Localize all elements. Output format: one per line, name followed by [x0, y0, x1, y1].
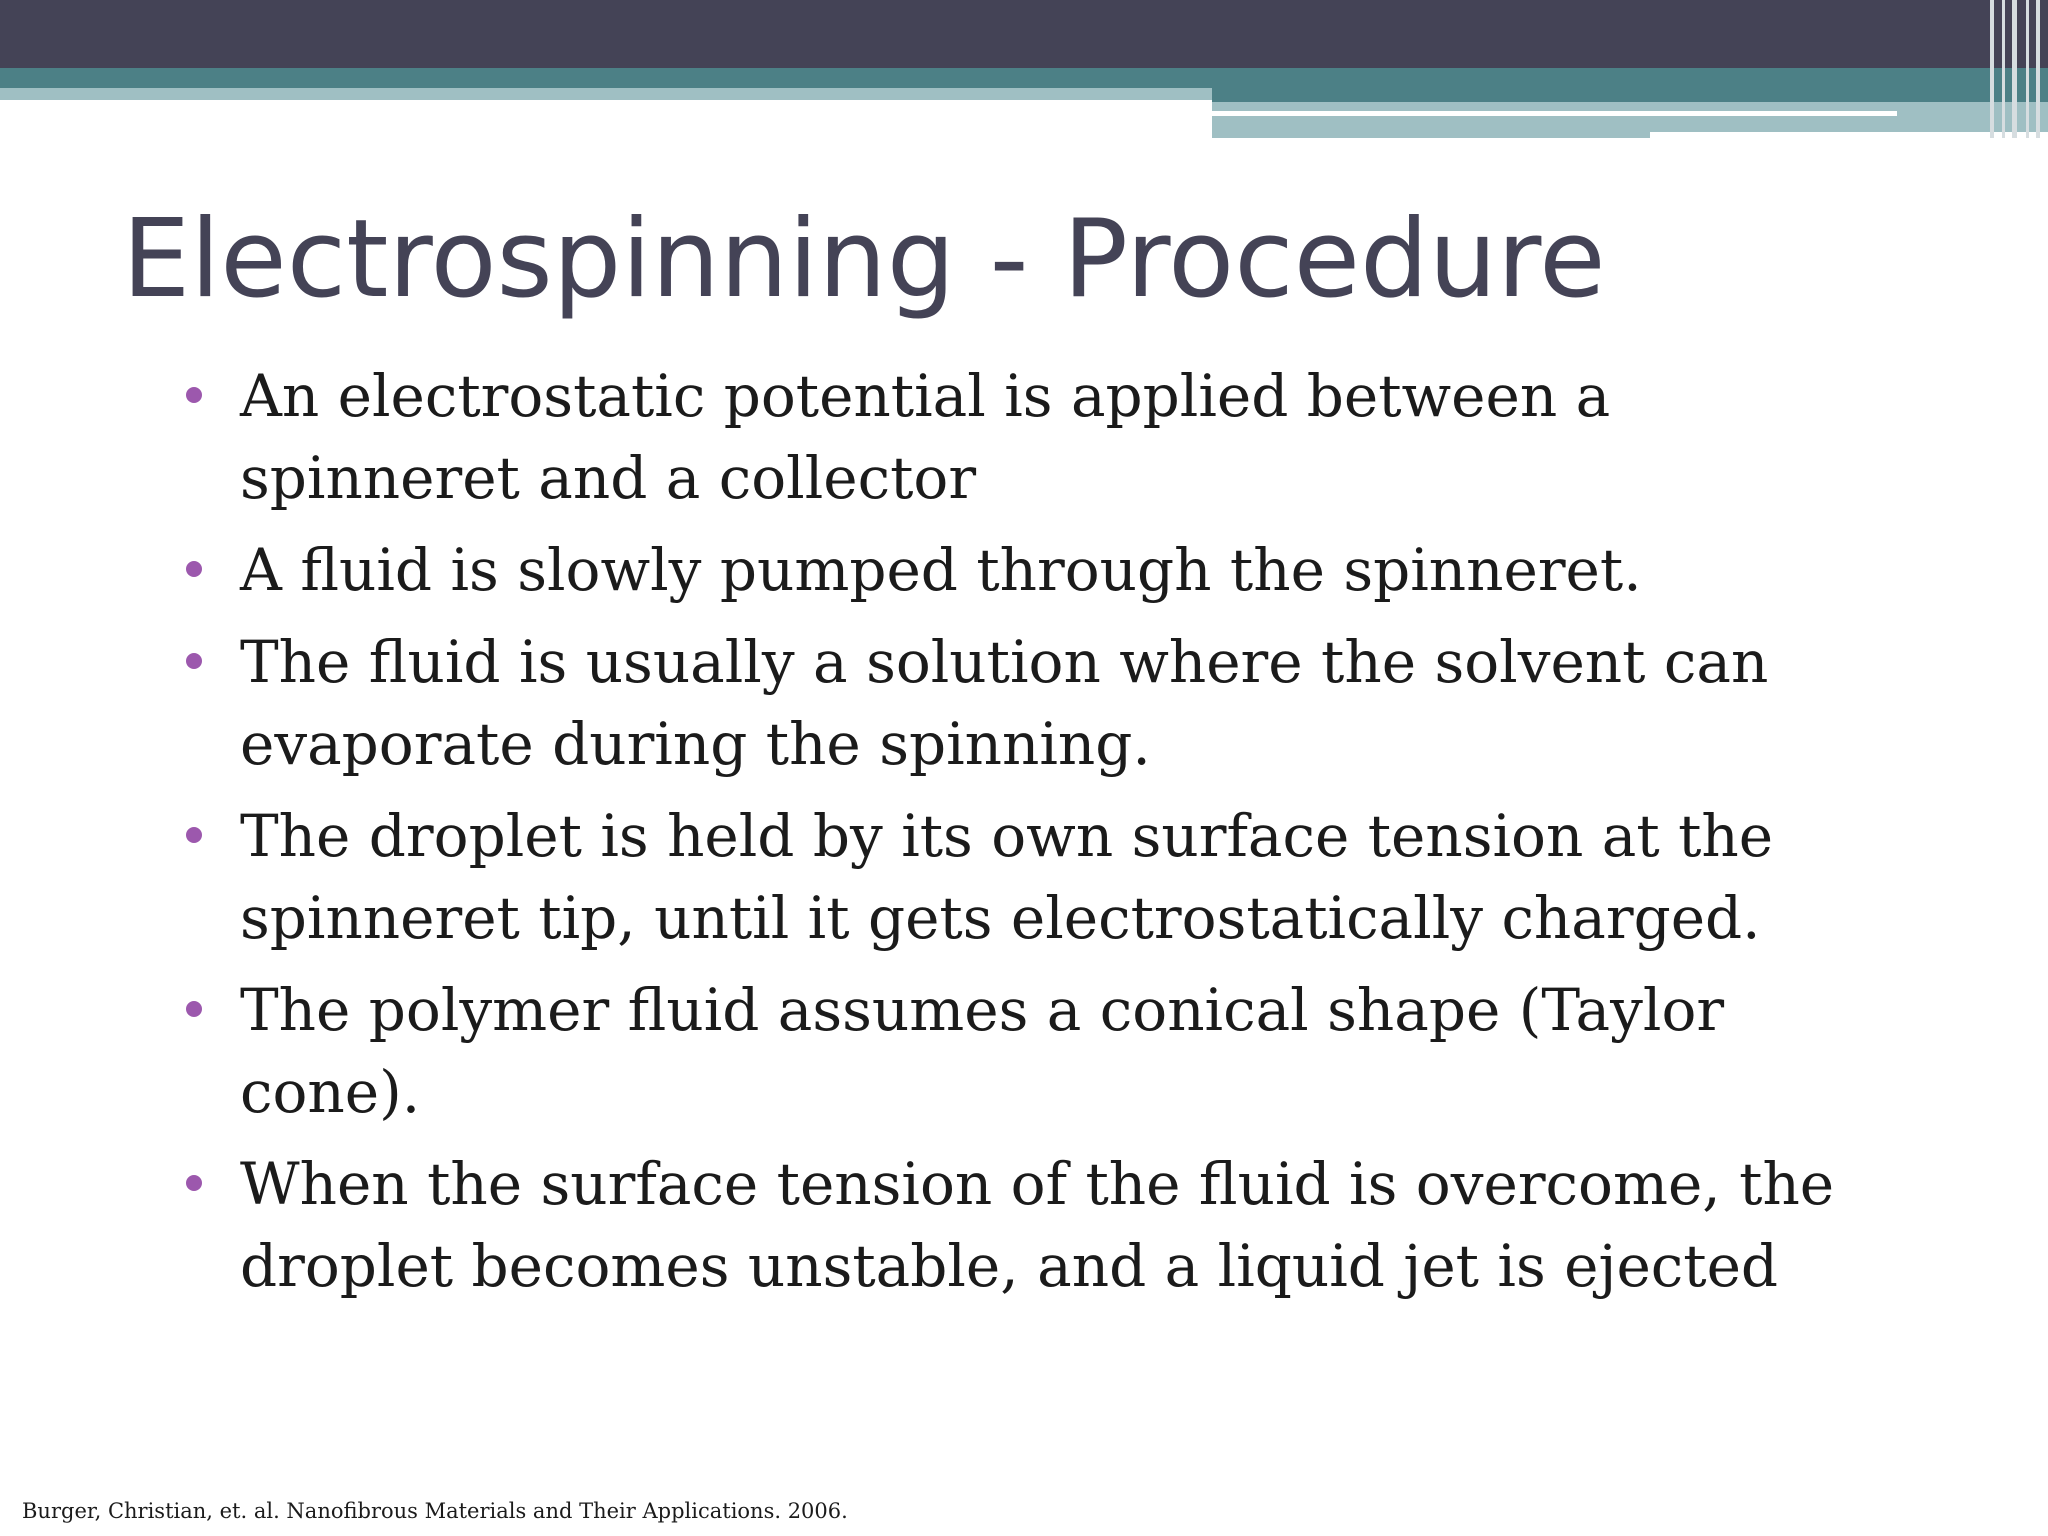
header-band-right-teal — [1212, 88, 2048, 102]
slide-title: Electrospinning - Procedure — [122, 197, 1606, 322]
bullet-dot-icon — [186, 1175, 202, 1191]
bullet-dot-icon — [186, 561, 202, 577]
header-stripe — [2012, 0, 2017, 138]
header-stripe — [1990, 0, 1994, 138]
bullet-item — [180, 355, 1900, 519]
bullet-text: The polymer fluid assumes a conical shape (Taylor cone). — [240, 976, 1725, 1126]
header-band-teal-light — [0, 88, 1212, 100]
bullet-item — [180, 795, 1900, 959]
bullet-item — [180, 1143, 1900, 1307]
bullet-dot-icon — [186, 653, 202, 669]
bullet-text: A fluid is slowly pumped through the spinneret. — [240, 536, 1642, 604]
bullet-text: When the surface tension of the fluid is overcome, the droplet becomes unstable, and a liquid jet is ejected — [240, 1150, 1835, 1300]
bullet-list — [180, 355, 1900, 1317]
header-accent-line — [1212, 111, 1897, 116]
header-stripe — [2002, 0, 2005, 138]
bullet-item — [180, 969, 1900, 1133]
header-stripe — [2026, 0, 2029, 138]
header-stripe — [2036, 0, 2040, 138]
bullet-item — [180, 621, 1900, 785]
bullet-dot-icon — [186, 387, 202, 403]
bullet-text: The fluid is usually a solution where the solvent can evaporate during the spinning. — [240, 628, 1769, 778]
bullet-item — [180, 529, 1900, 611]
header-accent-line-lower — [1650, 132, 2048, 138]
bullet-dot-icon — [186, 1001, 202, 1017]
header-band-dark — [0, 0, 2048, 68]
citation: Burger, Christian, et. al. Nanofibrous Materials and Their Applications. 2006. — [22, 1499, 848, 1523]
bullet-text: The droplet is held by its own surface tension at the spinneret tip, until it gets electrostatically charged. — [240, 802, 1774, 952]
header-band-teal — [0, 68, 2048, 88]
bullet-dot-icon — [186, 827, 202, 843]
bullet-text: An electrostatic potential is applied between a spinneret and a collector — [240, 362, 1611, 512]
